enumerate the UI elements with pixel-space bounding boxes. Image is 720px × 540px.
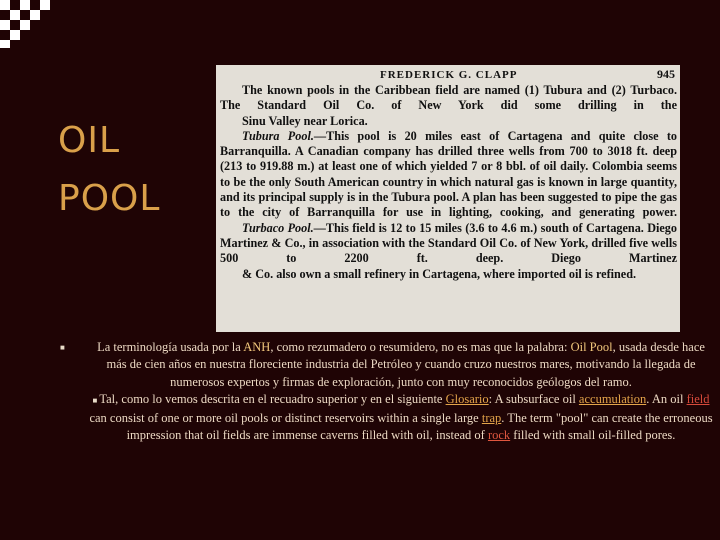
scan-paragraph-2-body: —This pool is 20 miles east of Cartagena and quite close to Barranquilla. A Canadian company has drilled three wells from 700 to 3018 ft. deep (213 to 919.88 m.) at least one of which yielded 7 or 8 bbl. of oil daily. Colombia seems to be the only South American country in which natural gas is known in large quantity, and its principal supply is in the Tubura pool. A plan has been suggested to pipe the gas to the city of Barranquilla for use in lighting, cooking, and generating power.	[220, 128, 677, 220]
trap-link[interactable]: trap	[481, 410, 502, 425]
scanned-book-excerpt	[216, 65, 680, 332]
p2-text-d: can consist of one or more oil pools or distinct reservoirs within a single large	[89, 410, 482, 425]
rock-link[interactable]: rock	[487, 428, 511, 443]
scan-paragraph-3-lead: Turbaco Pool.	[242, 220, 314, 235]
title-line-2: POOL	[58, 178, 161, 219]
scan-paragraph-3-tail: & Co. also own a small refinery in Cartagena, where imported oil is refined.	[242, 266, 637, 281]
p1-text-c: , usada desde hace más de cien años en nuestra floreciente industria del Petróleo y cuando cruzo nuestros mares, motivando la llegada de numerosos expertos y firmas de exploración, junto con muy reconocidos geólogos del ramo.	[106, 340, 705, 389]
p2-text-f: filled with small oil-filled pores.	[510, 428, 676, 443]
scan-paragraph-1-body: The known pools in the Caribbean field are named (1) Tubura and (2) Turbaco. The Standard Oil Co. of New York did some drilling in the	[220, 83, 677, 113]
p1-text-b: , como rezumadero o resumidero, no es mas que la palabra:	[270, 340, 571, 354]
title-line-1: OIL	[58, 120, 121, 161]
scan-header-author: FREDERICK G. CLAPP	[380, 69, 518, 81]
p2-text-c: . An oil	[646, 392, 687, 407]
p2-text-e: . The term "pool" can create the erroneous impression that oil fields are immense caverns filled with oil, instead of	[126, 410, 713, 443]
glosario-link[interactable]: Glosario	[445, 392, 489, 407]
p2-text-a: Tal, como lo vemos descrita en el recuadro superior y en el siguiente	[99, 392, 446, 407]
p1-text-a: La terminología usada por la	[97, 340, 244, 354]
p2-text-b: : A subsurface oil	[488, 392, 579, 407]
scan-paragraph-2	[220, 129, 677, 221]
corner-decoration	[0, 0, 60, 50]
scan-paragraph-1	[220, 83, 677, 129]
scan-paragraph-2-lead: Tubura Pool.	[242, 128, 314, 143]
scan-paragraph-1-tail: Sinu Valley near Lorica.	[242, 113, 368, 128]
anh-term: ANH	[243, 340, 271, 354]
bullet-icon: ■	[60, 343, 65, 352]
scan-page-number: 945	[657, 67, 675, 81]
accumulation-link[interactable]: accumulation	[578, 392, 647, 407]
body-text	[88, 339, 714, 444]
scan-header	[220, 67, 677, 83]
bullet-icon: ■	[92, 396, 100, 406]
oil-pool-term: Oil Pool	[570, 340, 613, 354]
field-link[interactable]: field	[686, 392, 710, 407]
slide-title	[58, 112, 160, 228]
scan-paragraph-3-body: —This field is 12 to 15 miles (3.6 to 4.6 m.) south of Cartagena. Diego Martinez & Co., in association with the Standard Oil Co. of New York, drilled five wells 500 to 2200 ft. deep. Diego Martinez	[220, 220, 677, 266]
scan-paragraph-3	[220, 221, 677, 282]
